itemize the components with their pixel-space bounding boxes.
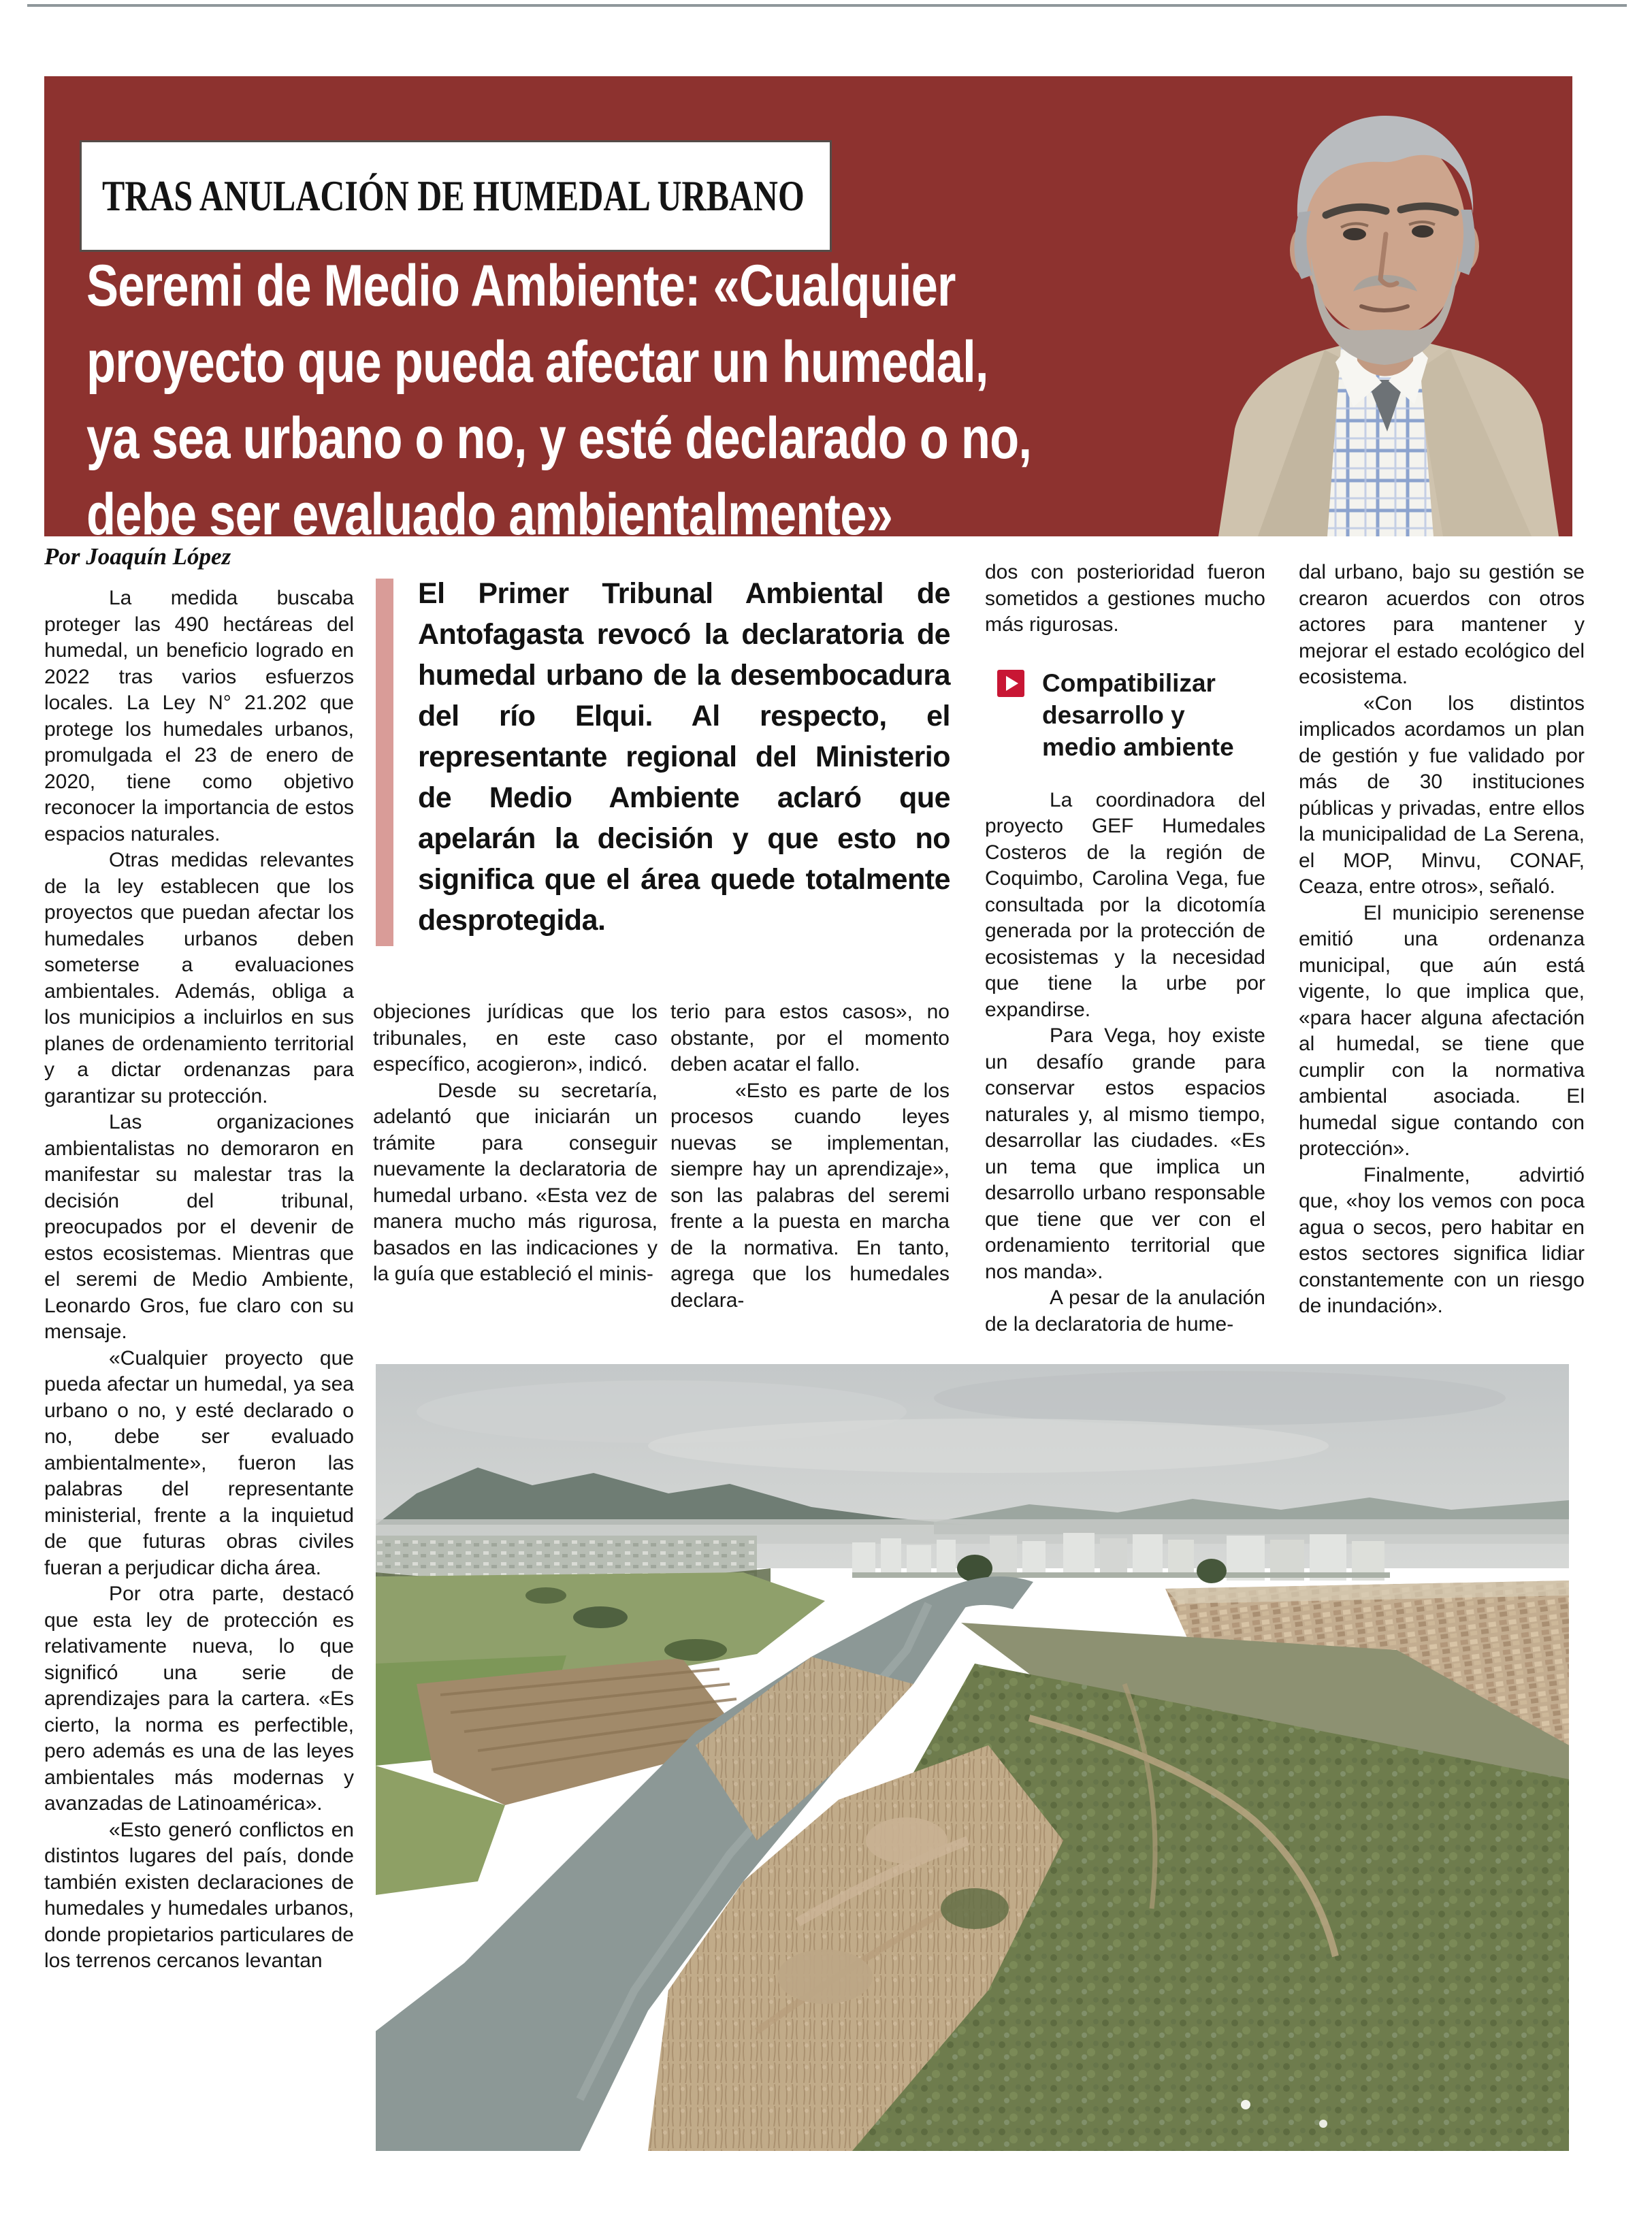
body-paragraph: «Cualquier proyecto que pueda afectar un humedal, ya sea urbano o no, y esté declarado o no, debe ser evaluado ambientalmente», fueron las palabras del representante ministerial, frente a la inquietud de que futuras obras civiles fueran a perjudicar dicha área. <box>44 1346 354 1579</box>
subhead-line: desarrollo y <box>1042 700 1185 729</box>
headline-line: Seremi de Medio Ambiente: «Cualquier <box>86 253 956 319</box>
kicker-label: TRAS ANULACIÓN DE HUMEDAL URBANO <box>102 172 805 220</box>
article-header <box>44 76 1572 547</box>
subhead-line: medio ambiente <box>1042 732 1234 761</box>
headline <box>86 248 1239 553</box>
lead-block <box>376 573 952 941</box>
body-paragraph: La medida buscaba proteger las 490 hectáreas del humedal, un beneficio logrado en 2022 tras varios esfuerzos locales. La Ley N° 21.202 que protege los humedales urbanos, promulgada el 23 de enero de 2020, tiene como objetivo reconocer la importancia de estos espacios naturales. <box>44 587 354 845</box>
lead-accent-bar <box>376 579 393 946</box>
column-3 <box>670 999 950 1314</box>
body-paragraph: Desde su secretaría, adelantó que iniciarán un trámite para conseguir nuevamente la declaratoria de humedal urbano. «Esta vez de manera mucho más rigurosa, basados en las indicaciones y la guía que estableció el minis- <box>373 1079 658 1285</box>
column-1 <box>44 585 354 1975</box>
lead-paragraph: El Primer Tribunal Ambiental de Antofagasta revocó la declaratoria de humedal urbano de la desembocadura del río Elqui. Al respecto, el representante regional del Ministerio de Medio Ambiente aclaró que apelarán la decisión y que esto no significa que el área quede totalmente desprotegida. <box>418 577 950 937</box>
body-paragraph: «Esto generó conflictos en distintos lugares del país, donde también existen declaraciones de humedales y humedales urbanos, donde propietarios particulares de los terrenos cercanos levantan <box>44 1818 354 1972</box>
column-4 <box>985 560 1265 1338</box>
column-5 <box>1299 560 1585 1320</box>
section-subhead <box>997 667 1265 763</box>
body-paragraph: Las organizaciones ambientalistas no demoraron en manifestar su malestar tras la decisión del tribunal, preocupados por el devenir de estos ecosistemas. Mientras que el seremi de Medio Ambiente, Leonardo Gros, fue claro con su mensaje. <box>44 1111 354 1343</box>
body-paragraph: dal urbano, bajo su gestión se crearon acuerdos con otros actores para mantener y mejorar el estado ecológico del ecosistema. <box>1299 561 1585 688</box>
headline-line: ya sea urbano o no, y esté declarado o no, <box>86 406 1032 471</box>
body-paragraph: Finalmente, advirtió que, «hoy los vemos con poca agua o secos, pero habitar en estos sectores significa lidiar constantemente con un riesgo de inundación». <box>1299 1163 1585 1317</box>
page-top-rule <box>27 4 1627 7</box>
body-paragraph: objeciones jurídicas que los tribunales, en este caso específico, acogieron», indicó. <box>373 1001 658 1075</box>
body-paragraph: «Con los distintos implicados acordamos un plan de gestión y fue validado por más de 30 instituciones públicas y privadas, entre ellos la municipalidad de La Serena, el MOP, Minvu, CONAF, Ceaza, entre otros», señaló. <box>1299 692 1585 898</box>
body-paragraph: dos con posterioridad fueron sometidos a gestiones mucho más rigurosas. <box>985 561 1265 636</box>
aerial-wetland-photo <box>376 1364 1569 2151</box>
kicker-box <box>80 140 832 252</box>
body-paragraph: La coordinadora del proyecto GEF Humedales Costeros de la región de Coquimbo, Carolina Vega, fue consultada por la dicotomía generada por la protección de ecosistemas y la necesidad que tiene la urbe por expandirse. <box>985 788 1265 1021</box>
body-paragraph: terio para estos casos», no obstante, por el momento deben acatar el fallo. <box>670 1001 950 1075</box>
play-arrow-icon <box>997 670 1024 697</box>
body-paragraph: Por otra parte, destacó que esta ley de protección es relativamente nueva, lo que significó una serie de aprendizajes para la cartera. «Es cierto, la norma es perfectible, pero además es una de las leyes ambientales más modernas y avanzadas de Latinoamérica». <box>44 1583 354 1815</box>
body-paragraph: Otras medidas relevantes de la ley establecen que los proyectos que puedan afectar los humedales urbanos deben someterse a evaluaciones ambientales. Además, obliga a los municipios a incluirlos en sus planes de ordenamiento territorial y a dictar ordenanzas para garantizar su protección. <box>44 849 354 1107</box>
subhead-label <box>1042 667 1234 763</box>
body-paragraph: Para Vega, hoy existe un desafío grande para conservar estos espacios naturales y, al mismo tiempo, desarrollar las ciudades. «Es un tema que implica un desarrollo urbano responsable que tiene que ver con el ordenamiento territorial que nos manda». <box>985 1024 1265 1283</box>
seremi-portrait-photo <box>1183 76 1572 536</box>
body-paragraph: El municipio serenense emitió una ordenanza municipal, que aún está vigente, lo que implica que, «para hacer alguna afectación al humedal, se tiene que cumplir con la normativa ambiental asociada. El humedal sigue contando con protección». <box>1299 901 1585 1160</box>
subhead-line: Compatibilizar <box>1042 668 1216 697</box>
byline: Por Joaquín López <box>44 543 231 570</box>
headline-line: proyecto que pueda afectar un humedal, <box>86 329 988 395</box>
column-2 <box>373 999 658 1288</box>
headline-line: debe ser evaluado ambientalmente» <box>86 482 893 547</box>
body-paragraph: A pesar de la anulación de la declaratoria de hume- <box>985 1286 1265 1335</box>
body-paragraph: «Esto es parte de los procesos cuando leyes nuevas se implementan, siempre hay un aprendizaje», son las palabras del seremi frente a la puesta en marcha de la normativa. En tanto, agrega que los humedales declara- <box>670 1079 950 1312</box>
